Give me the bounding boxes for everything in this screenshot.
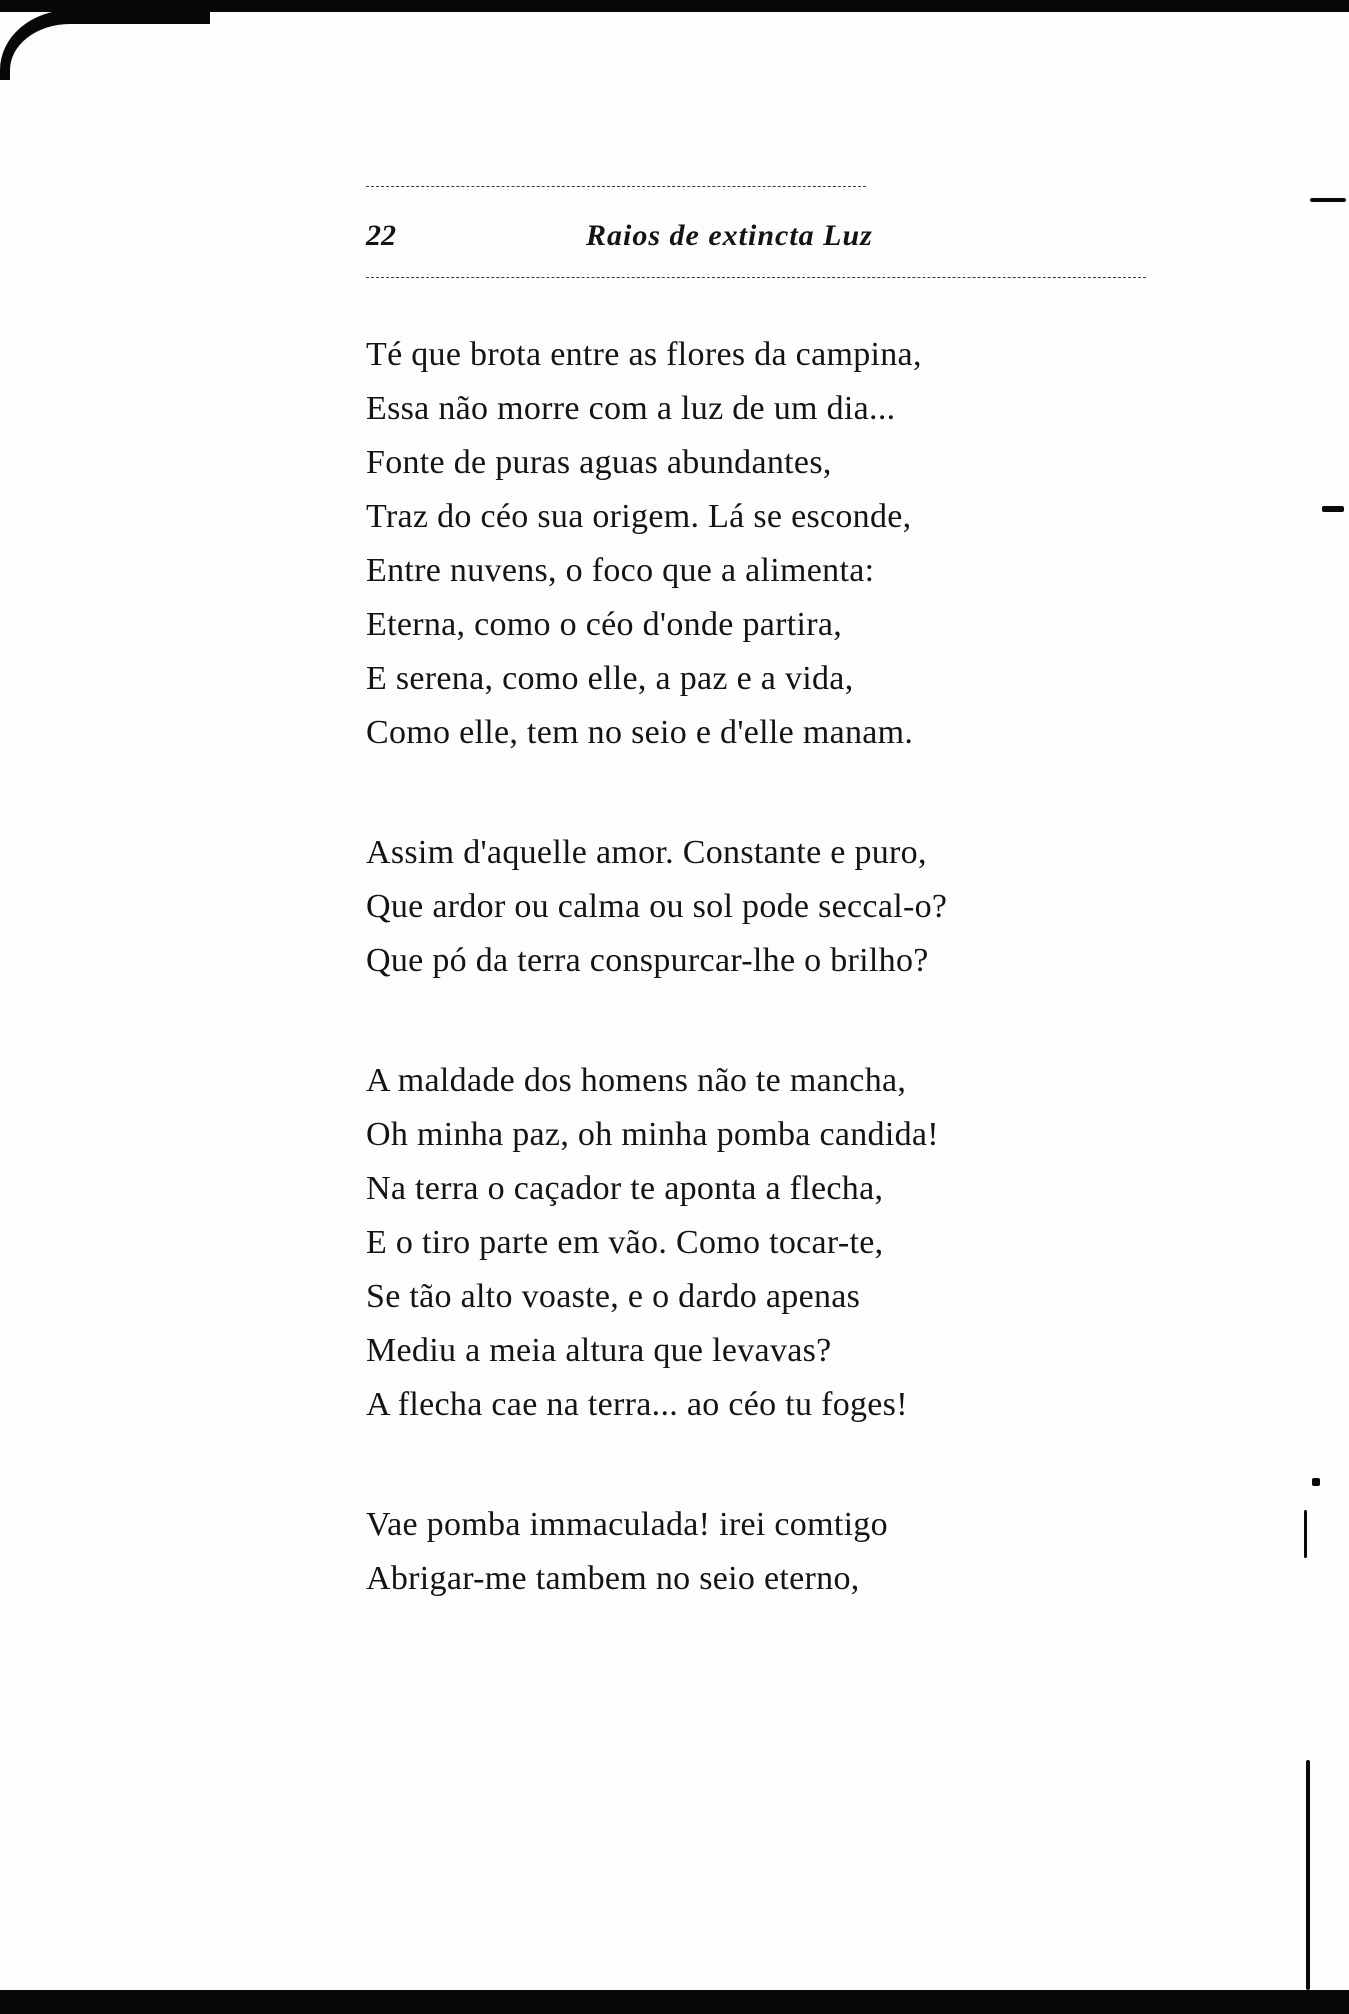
stanza-4 xyxy=(366,1498,1146,1606)
stanza-3 xyxy=(366,1054,1146,1432)
verse-line: Assim d'aquelle amor. Constante e puro, xyxy=(366,834,927,871)
stanza-1 xyxy=(366,328,1146,760)
verse-line: Té que brota entre as flores da campina, xyxy=(366,336,922,373)
scan-speck xyxy=(1312,1478,1320,1486)
verse-line: Que ardor ou calma ou sol pode seccal-o? xyxy=(366,888,948,925)
verse-line: E o tiro parte em vão. Como tocar-te, xyxy=(366,1224,884,1261)
verse-line: E serena, como elle, a paz e a vida, xyxy=(366,660,854,697)
scan-speck xyxy=(1310,198,1346,202)
poem xyxy=(366,328,1146,1606)
verse-line: Como elle, tem no seio e d'elle manam. xyxy=(366,714,914,751)
verse-line: Se tão alto voaste, e o dardo apenas xyxy=(366,1278,861,1315)
verse-line: Que pó da terra conspurcar-lhe o brilho? xyxy=(366,942,929,979)
verse-line: Na terra o caçador te aponta a flecha, xyxy=(366,1170,884,1207)
verse-line: Abrigar-me tambem no seio eterno, xyxy=(366,1560,860,1597)
verse-line: Vae pomba immaculada! irei comtigo xyxy=(366,1506,888,1543)
scan-border-bottom xyxy=(0,1990,1349,2014)
header-rule-top xyxy=(366,186,866,187)
running-head xyxy=(366,219,1146,277)
verse-line: Entre nuvens, o foco que a alimenta: xyxy=(366,552,875,589)
verse-line: Mediu a meia altura que levavas? xyxy=(366,1332,832,1369)
scan-speck xyxy=(1322,506,1344,512)
verse-line: A flecha cae na terra... ao céo tu foges! xyxy=(366,1386,908,1423)
running-title: Raios de extincta Luz xyxy=(586,219,873,252)
book-page xyxy=(366,186,1146,1672)
verse-line: Essa não morre com a luz de um dia... xyxy=(366,390,896,427)
page-number: 22 xyxy=(366,219,396,252)
scan-speck xyxy=(1306,1760,1310,1990)
scan-page-curl-top xyxy=(0,10,210,80)
scan-page-curl-bottom xyxy=(0,1984,80,1994)
scan-speck xyxy=(1304,1510,1307,1558)
verse-line: A maldade dos homens não te mancha, xyxy=(366,1062,907,1099)
header-rule-bottom xyxy=(366,277,1146,278)
verse-line: Fonte de puras aguas abundantes, xyxy=(366,444,832,481)
verse-line: Traz do céo sua origem. Lá se esconde, xyxy=(366,498,912,535)
verse-line: Oh minha paz, oh minha pomba candida! xyxy=(366,1116,939,1153)
verse-line: Eterna, como o céo d'onde partira, xyxy=(366,606,843,643)
stanza-2 xyxy=(366,826,1146,988)
